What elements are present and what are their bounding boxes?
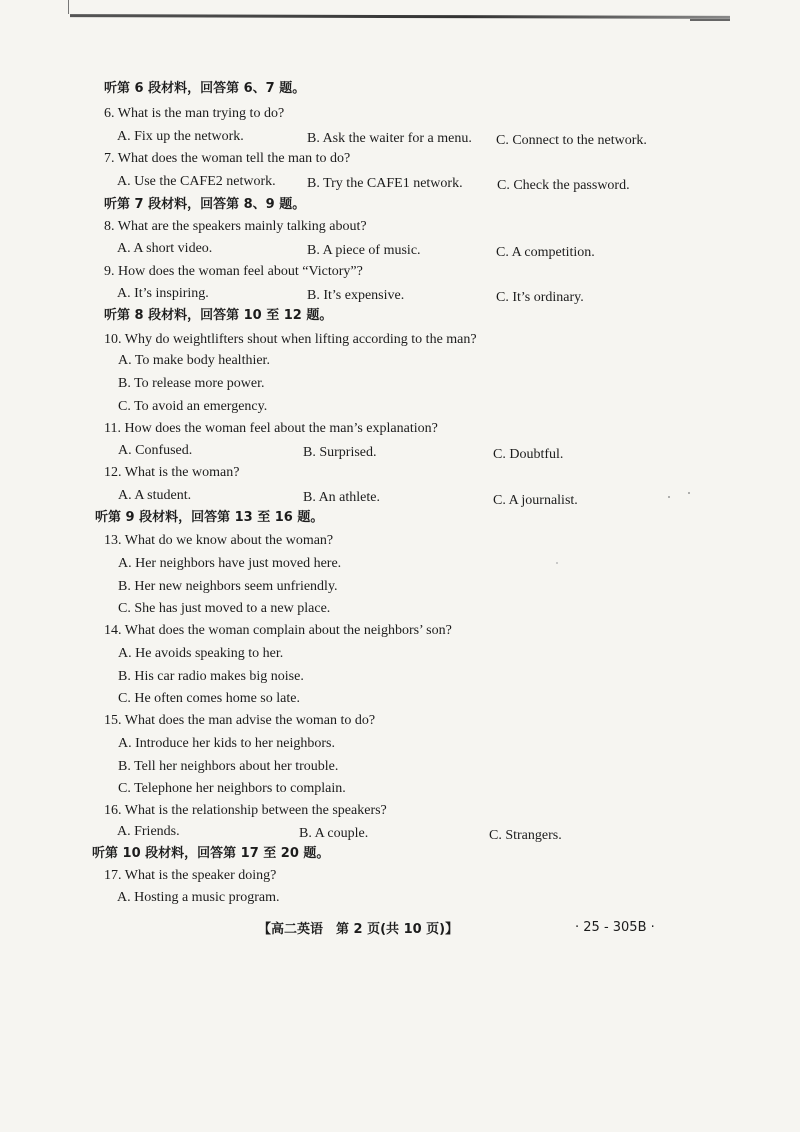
question-16-option-c: C. Strangers. [489,828,562,843]
question-15-stem: 15. What does the man advise the woman to do? [104,713,376,728]
question-12-option-a: A. A student. [118,488,192,503]
question-11-option-b: B. Surprised. [303,445,377,460]
question-8-option-b: B. A piece of music. [307,243,421,258]
question-7-option-a: A. Use the CAFE2 network. [117,174,276,189]
question-13-option-b: B. Her new neighbors seem unfriendly. [118,579,338,594]
section-7-heading: 听第 7 段材料，回答第 8、9 题。 [104,197,306,212]
question-7-stem: 7. What does the woman tell the man to do? [104,151,351,166]
question-6-option-b: B. Ask the waiter for a menu. [307,131,472,146]
question-11-option-c: C. Doubtful. [493,447,564,462]
question-14-option-a: A. He avoids speaking to her. [118,646,284,661]
question-13-option-c: C. She has just moved to a new place. [118,601,331,616]
section-8-heading: 听第 8 段材料，回答第 10 至 12 题。 [104,308,333,323]
page-footer-title: 【高二英语 第 2 页(共 10 页)】 [258,922,459,937]
question-7-option-c: C. Check the password. [497,178,630,193]
section-10-heading: 听第 10 段材料，回答第 17 至 20 题。 [92,846,330,861]
question-10-stem: 10. Why do weightlifters shout when lifting according to the man? [104,332,477,347]
question-9-option-c: C. It’s ordinary. [496,290,584,305]
question-7-option-b: B. Try the CAFE1 network. [307,176,463,191]
scan-speck [668,496,670,498]
question-9-stem: 9. How does the woman feel about “Victory”? [104,264,363,279]
question-17-option-a: A. Hosting a music program. [117,890,280,905]
question-11-stem: 11. How does the woman feel about the man’s explanation? [104,421,438,436]
question-12-stem: 12. What is the woman? [104,465,240,480]
question-8-option-c: C. A competition. [496,245,595,260]
scan-speck [556,562,558,564]
scan-speck [688,492,690,494]
question-6-option-c: C. Connect to the network. [496,133,647,148]
question-16-stem: 16. What is the relationship between the speakers? [104,803,387,818]
question-9-option-a: A. It’s inspiring. [117,286,209,301]
question-15-option-c: C. Telephone her neighbors to complain. [118,781,346,796]
question-9-option-b: B. It’s expensive. [307,288,405,303]
section-6-heading: 听第 6 段材料，回答第 6、7 题。 [104,81,306,96]
question-15-option-a: A. Introduce her kids to her neighbors. [118,736,335,751]
question-13-option-a: A. Her neighbors have just moved here. [118,556,342,571]
question-6-stem: 6. What is the man trying to do? [104,106,285,121]
question-10-option-c: C. To avoid an emergency. [118,399,268,414]
question-13-stem: 13. What do we know about the woman? [104,533,334,548]
question-17-stem: 17. What is the speaker doing? [104,868,277,883]
question-16-option-a: A. Friends. [117,824,180,839]
question-11-option-a: A. Confused. [118,443,193,458]
question-15-option-b: B. Tell her neighbors about her trouble. [118,759,339,774]
question-8-stem: 8. What are the speakers mainly talking about? [104,219,367,234]
question-8-option-a: A. A short video. [117,241,213,256]
question-10-option-b: B. To release more power. [118,376,265,391]
question-6-option-a: A. Fix up the network. [117,129,244,144]
question-10-option-a: A. To make body healthier. [118,353,270,368]
question-12-option-c: C. A journalist. [493,493,578,508]
question-14-option-c: C. He often comes home so late. [118,691,300,706]
question-16-option-b: B. A couple. [299,826,369,841]
question-14-stem: 14. What does the woman complain about the neighbors’ son? [104,623,452,638]
question-14-option-b: B. His car radio makes big noise. [118,669,304,684]
page-footer-code: · 25 - 305B · [575,920,655,935]
question-12-option-b: B. An athlete. [303,490,380,505]
section-9-heading: 听第 9 段材料，回答第 13 至 16 题。 [95,510,324,525]
